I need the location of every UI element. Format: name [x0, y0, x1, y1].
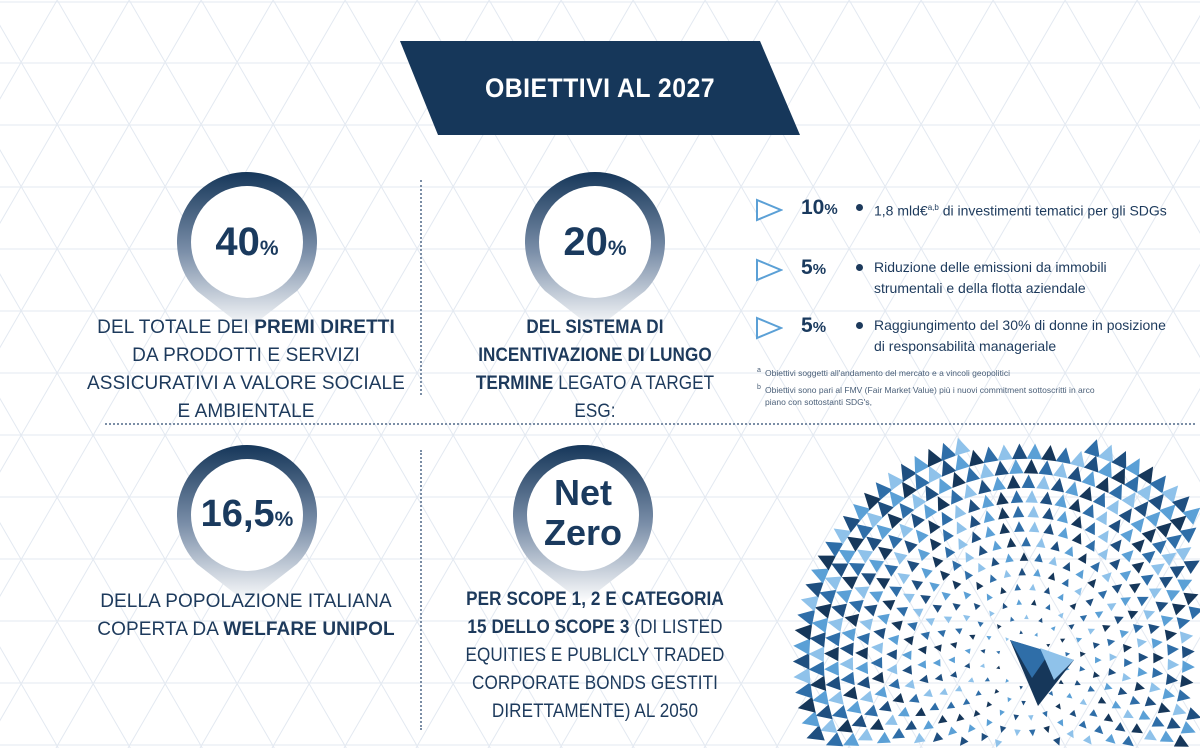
kpi-caption-premi: DEL TOTALE DEI PREMI DIRETTI DA PRODOTTI E SERVIZI ASSICURATIVI A VALORE SOCIALE E AMBIENTALE — [87, 317, 405, 422]
kpi-pin-net-zero — [513, 445, 653, 603]
kpi-value: 20% — [563, 220, 627, 264]
target-value: 5% — [801, 314, 827, 337]
target-value: 5% — [801, 256, 827, 279]
header-banner — [0, 0, 1200, 140]
kpi-pin-incentivazione — [525, 172, 665, 330]
bullet-dot — [856, 264, 863, 271]
kpi-pin-welfare — [177, 445, 317, 603]
footnote-a: a Obiettivi soggetti all'andamento del mercato e a vincoli geopolitici — [757, 367, 1010, 378]
kpi-value-line2: Zero — [543, 512, 622, 553]
kpi-value: 40% — [215, 220, 279, 264]
target-description: Riduzione delle emissioni da immobili strumentali e della flotta aziendale — [874, 259, 1107, 296]
kpi-caption-welfare: DELLA POPOLAZIONE ITALIANA COPERTA DA WELFARE UNIPOL — [97, 591, 395, 640]
play-triangle-icon — [755, 316, 783, 340]
target-description: 1,8 mld€$^{a,b}$ di investimenti tematici per gli SDGs — [874, 202, 1167, 219]
play-triangle-icon — [755, 258, 783, 282]
kpi-value-line1: Net — [553, 472, 612, 513]
footnote-b: b Obiettivi sono pari al FMV (Fair Market Value) più i nuovi commitment sottoscritti in arco piano con sottostanti SDG's, — [757, 384, 1095, 407]
target-description: Raggiungimento del 30% di donne in posizione di responsabilità manageriale — [874, 317, 1166, 354]
play-triangle-icon — [755, 198, 783, 222]
page-title: OBIETTIVI AL 2027 — [484, 72, 716, 103]
footnotes — [757, 367, 1117, 408]
kpi-value: 16,5% — [200, 493, 294, 535]
target-value: 10% — [801, 196, 838, 219]
vertical-divider-bottom — [420, 450, 422, 730]
kpi-caption-net-zero: PER SCOPE 1, 2 E CATEGORIA 15 DELLO SCOPE 3 (DI LISTED EQUITIES E PUBLICLY TRADED CORPORATE BONDS GESTITI DIRETTAMENTE) AL 2050 — [465, 589, 725, 722]
bullet-dot — [856, 322, 863, 329]
vertical-divider-top — [420, 180, 422, 395]
bullet-dot — [856, 204, 863, 211]
kpi-pin-premi — [177, 172, 317, 330]
kpi-caption-incentivazione: DEL SISTEMA DI INCENTIVAZIONE DI LUNGO TERMINE LEGATO A TARGET ESG: — [475, 317, 715, 422]
